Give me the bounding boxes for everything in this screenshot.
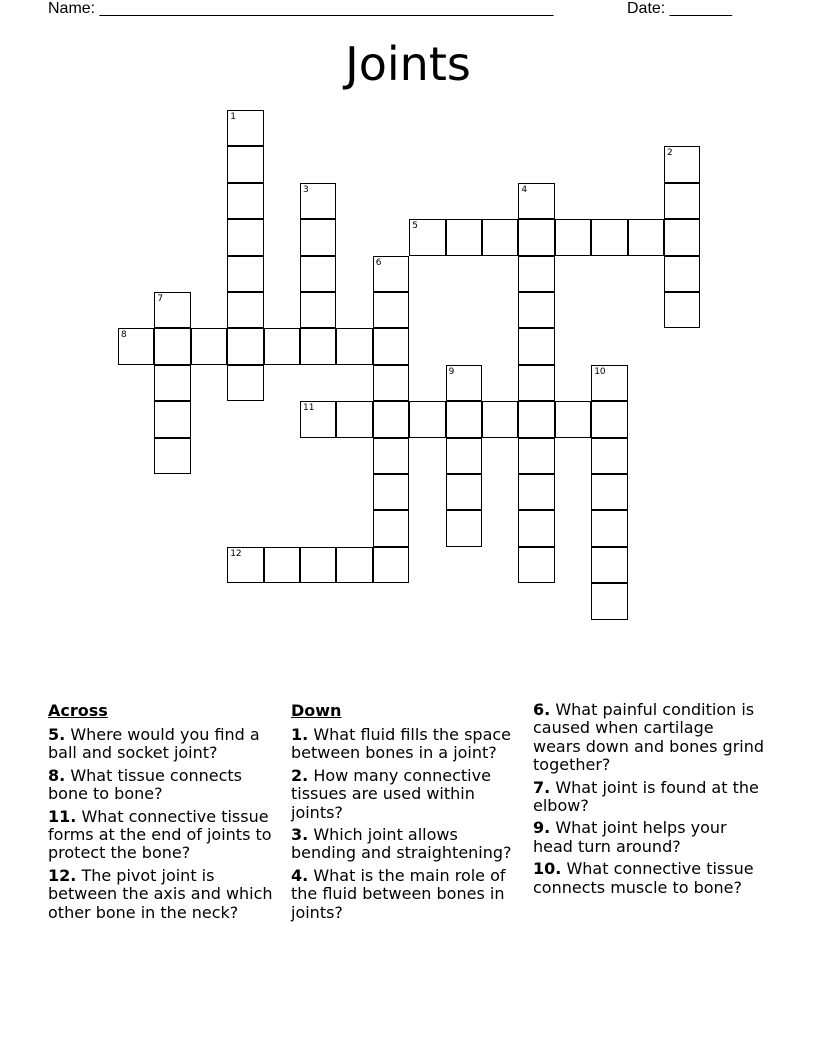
grid-cell[interactable] — [518, 401, 554, 437]
clue-number-label: 12 — [230, 548, 242, 559]
grid-cell[interactable] — [518, 510, 554, 546]
clue-text: What joint helps your head turn around? — [533, 818, 727, 856]
grid-cell[interactable] — [591, 438, 627, 474]
grid-cell[interactable] — [373, 510, 409, 546]
grid-cell[interactable] — [591, 474, 627, 510]
grid-cell[interactable] — [555, 219, 591, 255]
grid-cell[interactable] — [264, 328, 300, 364]
grid-cell[interactable] — [264, 547, 300, 583]
grid-cell[interactable] — [300, 292, 336, 328]
down-clues-continued — [533, 701, 765, 901]
grid-cell[interactable] — [409, 401, 445, 437]
grid-cell[interactable] — [373, 401, 409, 437]
clue-across-5 — [48, 726, 280, 763]
grid-cell[interactable] — [518, 219, 554, 255]
grid-cell[interactable] — [518, 328, 554, 364]
clue-down-6 — [533, 701, 765, 775]
clue-text: What painful condition is caused when cartilage wears down and bones grind together? — [533, 700, 765, 775]
grid-cell[interactable] — [118, 328, 154, 364]
clue-number: 4. — [291, 865, 309, 885]
grid-cell[interactable] — [154, 438, 190, 474]
grid-cell[interactable] — [555, 401, 591, 437]
clue-down-9 — [533, 819, 765, 856]
grid-cell[interactable] — [227, 183, 263, 219]
grid-cell[interactable] — [591, 365, 627, 401]
grid-cell[interactable] — [154, 365, 190, 401]
clue-number: 12. — [48, 865, 77, 885]
grid-cell[interactable] — [518, 365, 554, 401]
grid-cell[interactable] — [446, 438, 482, 474]
grid-cell[interactable] — [373, 292, 409, 328]
clue-down-10 — [533, 860, 765, 897]
grid-cell[interactable] — [518, 547, 554, 583]
clue-number-label: 2 — [667, 148, 673, 159]
grid-cell[interactable] — [300, 547, 336, 583]
grid-cell[interactable] — [664, 292, 700, 328]
grid-cell[interactable] — [336, 328, 372, 364]
grid-cell[interactable] — [336, 547, 372, 583]
clue-number-label: 9 — [448, 366, 455, 377]
grid-cell[interactable] — [227, 110, 263, 146]
clue-number: 2. — [291, 765, 309, 785]
clue-text: The pivot joint is between the axis and which other bone in the neck? — [48, 865, 273, 922]
clue-down-7 — [533, 779, 765, 816]
grid-cell[interactable] — [191, 328, 227, 364]
clue-text: What tissue connects bone to bone? — [48, 765, 243, 804]
grid-cell[interactable] — [518, 183, 554, 219]
clue-number: 8. — [48, 765, 66, 785]
grid-cell[interactable] — [591, 583, 627, 619]
clue-text: How many connective tissues are used within joints? — [291, 765, 491, 822]
grid-cell[interactable] — [664, 183, 700, 219]
clue-text: Which joint allows bending and straightening? — [291, 825, 512, 863]
grid-cell[interactable] — [154, 401, 190, 437]
grid-cell[interactable] — [591, 547, 627, 583]
grid-cell[interactable] — [373, 328, 409, 364]
clue-number-label: 5 — [412, 221, 418, 232]
across-clues — [48, 701, 280, 926]
clue-across-12 — [48, 867, 280, 922]
clue-down-3 — [291, 826, 523, 863]
grid-cell[interactable] — [154, 292, 190, 328]
grid-cell[interactable] — [664, 256, 700, 292]
clue-number: 3. — [291, 825, 309, 845]
grid-cell[interactable] — [664, 219, 700, 255]
grid-cell[interactable] — [518, 292, 554, 328]
clue-number: 1. — [291, 725, 309, 744]
clue-text: What connective tissue forms at the end of joints to protect the bone? — [48, 806, 272, 863]
grid-cell[interactable] — [446, 401, 482, 437]
grid-cell[interactable] — [518, 474, 554, 510]
grid-cell[interactable] — [591, 401, 627, 437]
grid-cell[interactable] — [482, 401, 518, 437]
grid-cell[interactable] — [300, 256, 336, 292]
grid-cell[interactable] — [373, 256, 409, 292]
grid-cell[interactable] — [227, 146, 263, 182]
clue-number-label: 4 — [521, 184, 528, 195]
grid-cell[interactable] — [664, 146, 700, 182]
clue-number-label: 6 — [375, 257, 382, 268]
clue-number: 10. — [533, 859, 562, 879]
clue-down-4 — [291, 867, 523, 922]
clue-text: What is the main role of the fluid between bones in joints? — [291, 865, 506, 922]
clue-across-11 — [48, 808, 280, 863]
clue-number: 7. — [533, 777, 551, 797]
clue-number: 6. — [533, 700, 551, 719]
grid-cell[interactable] — [227, 547, 263, 583]
grid-cell[interactable] — [227, 256, 263, 292]
grid-cell[interactable] — [336, 401, 372, 437]
down-clues — [291, 701, 523, 926]
grid-cell[interactable] — [373, 365, 409, 401]
clue-text: Where would you find a ball and socket joint? — [48, 725, 260, 763]
down-heading: Down — [291, 701, 342, 720]
clue-number-label: 8 — [121, 330, 127, 341]
grid-cell[interactable] — [446, 219, 482, 255]
grid-cell[interactable] — [300, 328, 336, 364]
clue-number-label: 3 — [303, 184, 309, 195]
clue-number-label: 11 — [303, 403, 315, 414]
clue-down-2 — [291, 767, 523, 822]
grid-cell[interactable] — [446, 474, 482, 510]
grid-cell[interactable] — [482, 219, 518, 255]
grid-cell[interactable] — [591, 510, 627, 546]
grid-cell[interactable] — [373, 438, 409, 474]
across-heading: Across — [48, 701, 108, 720]
clue-number: 11. — [48, 806, 77, 826]
grid-cell[interactable] — [300, 183, 336, 219]
clue-text: What fluid fills the space between bones in a joint? — [291, 725, 512, 763]
grid-cell[interactable] — [446, 365, 482, 401]
grid-cell[interactable] — [409, 219, 445, 255]
clue-number-label: 7 — [157, 294, 164, 304]
grid-cell[interactable] — [154, 328, 190, 364]
clue-text: What connective tissue connects muscle to bone? — [533, 859, 754, 897]
grid-cell[interactable] — [373, 474, 409, 510]
clue-text: What joint is found at the elbow? — [533, 777, 759, 816]
grid-cell[interactable] — [227, 328, 263, 364]
grid-cell[interactable] — [227, 292, 263, 328]
clue-number: 5. — [48, 725, 66, 744]
grid-cell[interactable] — [373, 547, 409, 583]
clue-number-label: 10 — [594, 366, 606, 377]
grid-cell[interactable] — [628, 219, 664, 255]
grid-cell[interactable] — [300, 401, 336, 437]
clue-down-1 — [291, 726, 523, 763]
clue-across-8 — [48, 767, 280, 804]
grid-cell[interactable] — [446, 510, 482, 546]
clue-number-label: 1 — [230, 112, 236, 122]
date-field[interactable]: Date: _______ — [627, 0, 732, 17]
grid-cell[interactable] — [300, 219, 336, 255]
grid-cell[interactable] — [518, 256, 554, 292]
grid-cell[interactable] — [227, 219, 263, 255]
name-field[interactable]: Name: ___________________________________________________ — [48, 0, 554, 17]
page-title: Joints — [345, 37, 471, 91]
clue-number: 9. — [533, 818, 551, 838]
grid-cell[interactable] — [227, 365, 263, 401]
grid-cell[interactable] — [518, 438, 554, 474]
grid-cell[interactable] — [591, 219, 627, 255]
